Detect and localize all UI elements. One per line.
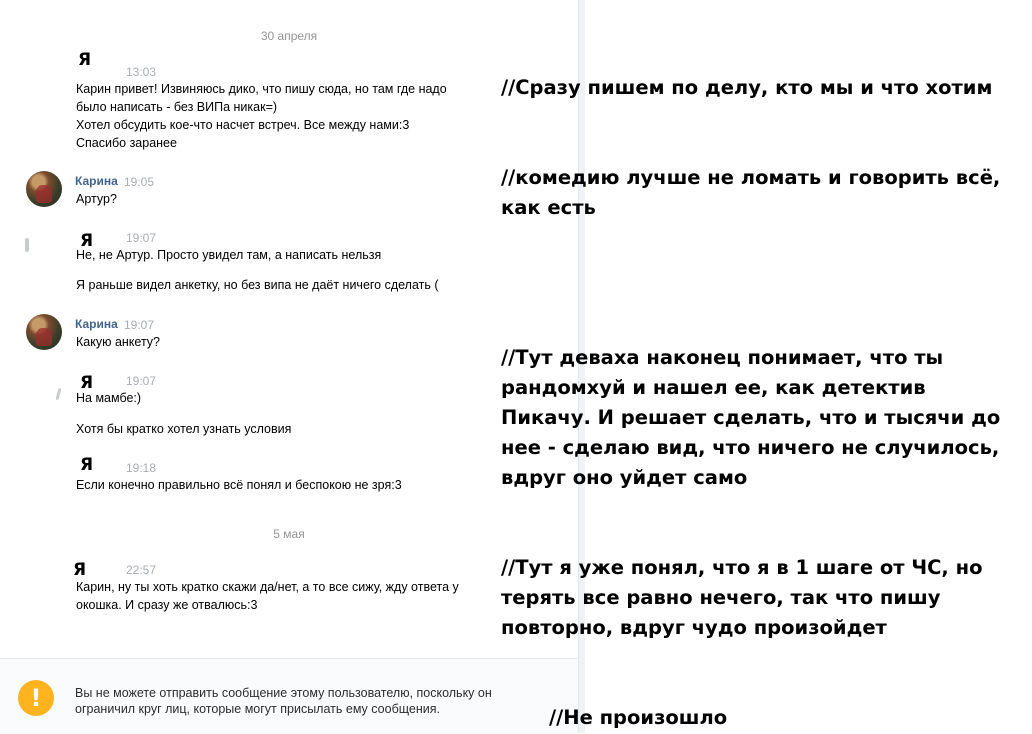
author-name[interactable]: Карина	[75, 174, 118, 188]
avatar-fragment	[55, 388, 61, 400]
message-text: Если конечно правильно всё понял и беспокою не зря:3	[76, 478, 402, 492]
message-time[interactable]: 19:07	[126, 231, 157, 245]
author-label: Я	[80, 455, 94, 475]
avatar[interactable]	[26, 171, 62, 207]
message-text: Какую анкету?	[76, 335, 161, 349]
message-time[interactable]: 13:03	[126, 65, 157, 79]
blocked-notice	[0, 658, 578, 734]
author-label: Я	[80, 231, 94, 251]
author-label: Я	[78, 50, 92, 70]
message-text: Артур?	[76, 192, 117, 206]
notice-text: Вы не можете отправить сообщение этому пользователю, поскольку он ограничил круг лиц, которые могут присылать ему сообщения.	[75, 686, 492, 716]
message-time[interactable]: 22:57	[126, 563, 157, 577]
message-text: Хотя бы кратко хотел узнать условия	[76, 422, 292, 436]
message-text: Карин привет! Извиняюсь дико, что пишу сюда, но там где надо было написать - без ВИПа никак=) Хотел обсудить кое-что насчет встреч. Все между нами:3 Спасибо заранее	[76, 82, 447, 150]
message-time[interactable]: 19:07	[124, 318, 155, 332]
avatar[interactable]	[26, 314, 62, 350]
message-text: Не, не Артур. Просто увидел там, а написать нельзя	[76, 248, 382, 262]
author-name[interactable]: Карина	[75, 317, 118, 331]
annotation-comment: //Тут я уже понял, что я в 1 шаге от ЧС, но терять все равно нечего, так что пишу повторно, вдруг чудо произойдет	[501, 556, 983, 639]
message-text: Карин, ну ты хоть кратко скажи да/нет, а то все сижу, жду ответа у окошка. И сразу же отвалюсь:3	[76, 580, 459, 612]
message-time[interactable]: 19:18	[126, 461, 157, 475]
date-separator: 5 мая	[273, 527, 305, 541]
author-label: Я	[80, 373, 94, 393]
annotation-comment: //Сразу пишем по делу, кто мы и что хотим	[501, 76, 993, 99]
exclamation-icon: !	[18, 680, 54, 716]
avatar-fragment	[25, 238, 29, 252]
annotation-comment: //комедию лучше не ломать и говорить всё, как есть	[501, 166, 1001, 219]
annotation-comment: //Не произошло	[549, 706, 728, 729]
annotation-comment: //Тут деваха наконец понимает, что ты рандомхуй и нашел ее, как детектив Пикачу. И решает сделать, что и тысячи до нее - сделаю вид, что ничего не случилось, вдруг оно уйдет само	[501, 346, 1001, 489]
message-text: Я раньше видел анкетку, но без випа не даёт ничего сделать (	[76, 278, 439, 292]
date-separator: 30 апреля	[260, 29, 318, 43]
author-label: Я	[73, 560, 87, 580]
message-time[interactable]: 19:05	[124, 175, 155, 189]
message-time[interactable]: 19:07	[126, 374, 157, 388]
message-text: На мамбе:)	[76, 391, 142, 405]
